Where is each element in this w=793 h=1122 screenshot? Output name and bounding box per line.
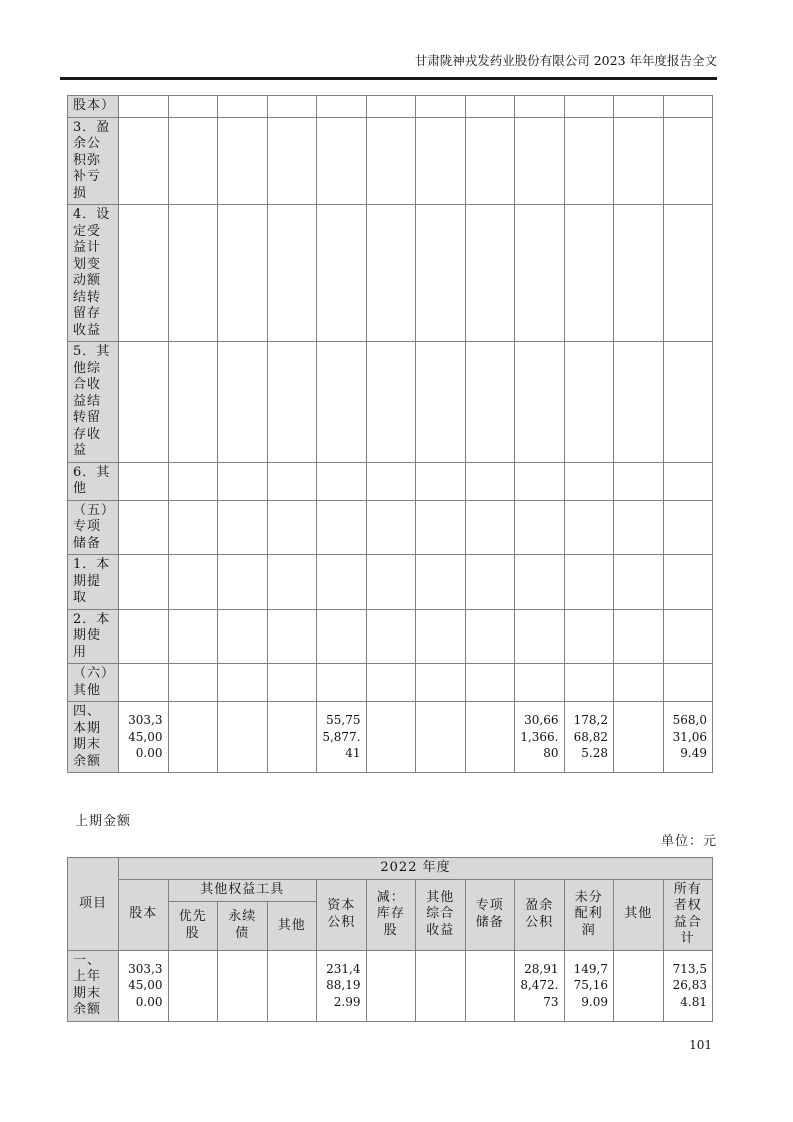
empty-cell bbox=[614, 702, 664, 773]
empty-cell bbox=[465, 950, 515, 1021]
empty-cell bbox=[267, 96, 317, 118]
empty-cell bbox=[119, 462, 169, 500]
empty-cell bbox=[267, 609, 317, 664]
table-row bbox=[68, 205, 713, 342]
empty-cell bbox=[515, 609, 565, 664]
empty-cell bbox=[515, 117, 565, 205]
empty-cell bbox=[267, 117, 317, 205]
prior-table-header bbox=[68, 858, 713, 951]
empty-cell bbox=[663, 555, 713, 610]
current-table-body bbox=[68, 96, 713, 773]
empty-cell bbox=[366, 555, 416, 610]
empty-cell bbox=[465, 664, 515, 702]
empty-cell bbox=[366, 462, 416, 500]
empty-cell bbox=[317, 500, 367, 555]
empty-cell bbox=[218, 117, 268, 205]
empty-cell bbox=[564, 205, 614, 342]
table-row bbox=[68, 117, 713, 205]
empty-cell bbox=[416, 462, 466, 500]
empty-cell bbox=[366, 609, 416, 664]
col-header-special-reserve: 专项储备 bbox=[465, 879, 515, 950]
value-cell: 568,031,069.49 bbox=[663, 702, 713, 773]
row-label-cell: 1．本期提取 bbox=[68, 555, 119, 610]
empty-cell bbox=[317, 205, 367, 342]
value-cell: 28,918,472.73 bbox=[515, 950, 565, 1021]
empty-cell bbox=[416, 500, 466, 555]
table-row bbox=[68, 858, 713, 880]
empty-cell bbox=[564, 462, 614, 500]
empty-cell bbox=[515, 96, 565, 118]
table-row bbox=[68, 96, 713, 118]
empty-cell bbox=[267, 950, 317, 1021]
empty-cell bbox=[168, 462, 218, 500]
empty-cell bbox=[663, 342, 713, 463]
empty-cell bbox=[465, 117, 515, 205]
empty-cell bbox=[119, 609, 169, 664]
row-label-cell: 4．设定受益计划变动额结转留存收益 bbox=[68, 205, 119, 342]
empty-cell bbox=[168, 500, 218, 555]
empty-cell bbox=[515, 555, 565, 610]
empty-cell bbox=[168, 950, 218, 1021]
prior-period-equity-table bbox=[67, 857, 713, 1022]
empty-cell bbox=[119, 555, 169, 610]
col-header-capital-reserve: 资本公积 bbox=[317, 879, 367, 950]
empty-cell bbox=[614, 500, 664, 555]
empty-cell bbox=[267, 664, 317, 702]
empty-cell bbox=[168, 664, 218, 702]
col-header-total-owners-equity: 所有者权益合计 bbox=[663, 879, 713, 950]
empty-cell bbox=[564, 500, 614, 555]
empty-cell bbox=[465, 205, 515, 342]
empty-cell bbox=[267, 702, 317, 773]
empty-cell bbox=[515, 342, 565, 463]
empty-cell bbox=[218, 555, 268, 610]
value-cell: 303,345,000.00 bbox=[119, 950, 169, 1021]
empty-cell bbox=[564, 664, 614, 702]
row-label-cell: 2．本期使用 bbox=[68, 609, 119, 664]
col-header-other-equity-group: 其他权益工具 bbox=[168, 879, 317, 902]
empty-cell bbox=[663, 117, 713, 205]
empty-cell bbox=[465, 462, 515, 500]
table-row bbox=[68, 462, 713, 500]
value-cell: 149,775,169.09 bbox=[564, 950, 614, 1021]
empty-cell bbox=[465, 342, 515, 463]
row-label-cell: （六）其他 bbox=[68, 664, 119, 702]
empty-cell bbox=[465, 500, 515, 555]
empty-cell bbox=[119, 117, 169, 205]
empty-cell bbox=[515, 462, 565, 500]
row-label-cell: 四、本期期末余额 bbox=[68, 702, 119, 773]
empty-cell bbox=[168, 342, 218, 463]
col-header-other: 其他 bbox=[614, 879, 664, 950]
empty-cell bbox=[317, 664, 367, 702]
empty-cell bbox=[168, 205, 218, 342]
empty-cell bbox=[614, 462, 664, 500]
empty-cell bbox=[218, 950, 268, 1021]
empty-cell bbox=[218, 342, 268, 463]
empty-cell bbox=[663, 664, 713, 702]
empty-cell bbox=[416, 342, 466, 463]
empty-cell bbox=[416, 96, 466, 118]
row-label-cell: 一、上年期末余额 bbox=[68, 950, 119, 1021]
empty-cell bbox=[317, 555, 367, 610]
empty-cell bbox=[267, 500, 317, 555]
empty-cell bbox=[416, 117, 466, 205]
row-label-cell: （五）专项储备 bbox=[68, 500, 119, 555]
col-header-item: 项目 bbox=[68, 858, 119, 951]
empty-cell bbox=[614, 342, 664, 463]
empty-cell bbox=[564, 96, 614, 118]
empty-cell bbox=[366, 500, 416, 555]
value-cell: 713,526,834.81 bbox=[663, 950, 713, 1021]
empty-cell bbox=[465, 609, 515, 664]
row-label-cell: 股本） bbox=[68, 96, 119, 118]
empty-cell bbox=[416, 702, 466, 773]
empty-cell bbox=[119, 205, 169, 342]
empty-cell bbox=[366, 117, 416, 205]
value-cell: 55,755,877.41 bbox=[317, 702, 367, 773]
empty-cell bbox=[267, 462, 317, 500]
header-rule bbox=[60, 77, 717, 80]
empty-cell bbox=[614, 555, 664, 610]
empty-cell bbox=[366, 702, 416, 773]
table-row bbox=[68, 342, 713, 463]
empty-cell bbox=[416, 555, 466, 610]
col-header-share-capital: 股本 bbox=[119, 879, 169, 950]
empty-cell bbox=[218, 205, 268, 342]
empty-cell bbox=[614, 96, 664, 118]
empty-cell bbox=[564, 555, 614, 610]
col-header-less-treasury-stock: 减：库存股 bbox=[366, 879, 416, 950]
empty-cell bbox=[663, 205, 713, 342]
col-header-surplus-reserve: 盈余公积 bbox=[515, 879, 565, 950]
empty-cell bbox=[119, 96, 169, 118]
value-cell: 231,488,192.99 bbox=[317, 950, 367, 1021]
col-header-year: 2022 年度 bbox=[119, 858, 713, 880]
table-row bbox=[68, 500, 713, 555]
empty-cell bbox=[317, 462, 367, 500]
empty-cell bbox=[119, 500, 169, 555]
table-row bbox=[68, 609, 713, 664]
row-label-cell: 6．其他 bbox=[68, 462, 119, 500]
prior-period-section-label: 上期金额 bbox=[75, 814, 132, 829]
table-row bbox=[68, 879, 713, 902]
value-cell: 178,268,825.28 bbox=[564, 702, 614, 773]
empty-cell bbox=[267, 205, 317, 342]
empty-cell bbox=[218, 500, 268, 555]
prior-table-body bbox=[68, 950, 713, 1021]
empty-cell bbox=[564, 117, 614, 205]
empty-cell bbox=[168, 609, 218, 664]
empty-cell bbox=[267, 555, 317, 610]
empty-cell bbox=[416, 950, 466, 1021]
col-header-other-comprehensive-income: 其他综合收益 bbox=[416, 879, 466, 950]
row-label-cell: 3．盈余公积弥补亏损 bbox=[68, 117, 119, 205]
empty-cell bbox=[168, 117, 218, 205]
empty-cell bbox=[465, 555, 515, 610]
value-cell: 30,661,366.80 bbox=[515, 702, 565, 773]
unit-label: 单位：元 bbox=[660, 834, 717, 849]
empty-cell bbox=[614, 609, 664, 664]
empty-cell bbox=[119, 664, 169, 702]
empty-cell bbox=[168, 555, 218, 610]
empty-cell bbox=[465, 96, 515, 118]
empty-cell bbox=[663, 462, 713, 500]
current-period-equity-table bbox=[67, 95, 713, 773]
header-title: 甘肃陇神戎发药业股份有限公司 2023 年年度报告全文 bbox=[414, 53, 717, 68]
empty-cell bbox=[218, 462, 268, 500]
table-row bbox=[68, 702, 713, 773]
col-header-perpetual-bonds: 永续债 bbox=[218, 902, 268, 950]
empty-cell bbox=[317, 117, 367, 205]
empty-cell bbox=[663, 96, 713, 118]
empty-cell bbox=[119, 342, 169, 463]
empty-cell bbox=[614, 205, 664, 342]
table-row bbox=[68, 950, 713, 1021]
empty-cell bbox=[515, 205, 565, 342]
table-row bbox=[68, 555, 713, 610]
value-cell: 303,345,000.00 bbox=[119, 702, 169, 773]
empty-cell bbox=[663, 609, 713, 664]
empty-cell bbox=[614, 117, 664, 205]
empty-cell bbox=[366, 664, 416, 702]
col-header-other-equity-other: 其他 bbox=[267, 902, 317, 950]
empty-cell bbox=[564, 342, 614, 463]
empty-cell bbox=[218, 609, 268, 664]
table-row bbox=[68, 664, 713, 702]
empty-cell bbox=[317, 96, 367, 118]
empty-cell bbox=[416, 609, 466, 664]
row-label-cell: 5．其他综合收益结转留存收益 bbox=[68, 342, 119, 463]
empty-cell bbox=[564, 609, 614, 664]
empty-cell bbox=[515, 664, 565, 702]
empty-cell bbox=[515, 500, 565, 555]
empty-cell bbox=[663, 500, 713, 555]
col-header-preferred-shares: 优先股 bbox=[168, 902, 218, 950]
empty-cell bbox=[317, 609, 367, 664]
empty-cell bbox=[366, 950, 416, 1021]
empty-cell bbox=[366, 342, 416, 463]
empty-cell bbox=[614, 950, 664, 1021]
empty-cell bbox=[366, 96, 416, 118]
empty-cell bbox=[366, 205, 416, 342]
col-header-undistributed-profit: 未分配利润 bbox=[564, 879, 614, 950]
empty-cell bbox=[168, 702, 218, 773]
empty-cell bbox=[267, 342, 317, 463]
empty-cell bbox=[218, 96, 268, 118]
empty-cell bbox=[317, 342, 367, 463]
empty-cell bbox=[416, 205, 466, 342]
empty-cell bbox=[218, 702, 268, 773]
empty-cell bbox=[416, 664, 466, 702]
empty-cell bbox=[218, 664, 268, 702]
empty-cell bbox=[168, 96, 218, 118]
empty-cell bbox=[614, 664, 664, 702]
empty-cell bbox=[465, 702, 515, 773]
page-number: 101 bbox=[689, 1038, 712, 1052]
